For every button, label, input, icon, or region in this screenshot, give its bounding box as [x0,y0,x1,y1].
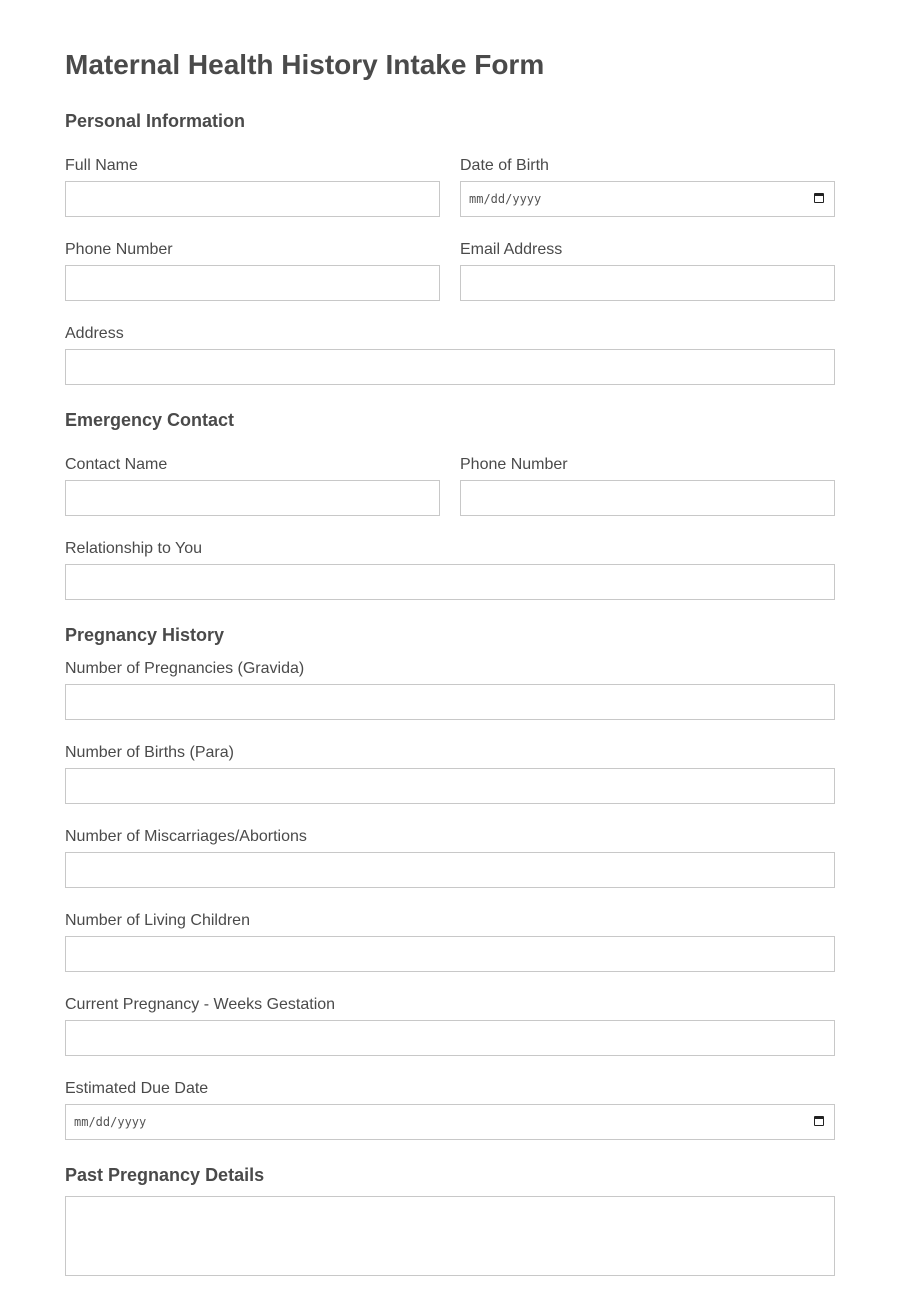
calendar-icon[interactable] [814,193,824,203]
para-label: Number of Births (Para) [65,744,234,761]
gravida-input[interactable] [65,684,835,720]
address-label: Address [65,325,124,342]
contact-name-input[interactable] [65,480,440,516]
miscarriages-label: Number of Miscarriages/Abortions [65,828,307,845]
page-title: Maternal Health History Intake Form [65,49,545,80]
section-emergency-heading: Emergency Contact [65,410,235,430]
living-children-label: Number of Living Children [65,912,250,929]
address-input[interactable] [65,349,835,385]
due-date-placeholder: mm/dd/yyyy [74,1115,147,1129]
gravida-label: Number of Pregnancies (Gravida) [65,660,305,677]
phone-input[interactable] [65,265,440,301]
relationship-input[interactable] [65,564,835,600]
para-input[interactable] [65,768,835,804]
weeks-gestation-label: Current Pregnancy - Weeks Gestation [65,996,336,1013]
dob-input[interactable] [460,181,835,217]
full-name-label: Full Name [65,157,138,174]
section-personal-heading: Personal Information [65,111,246,131]
section-pregnancy-heading: Pregnancy History [65,625,225,645]
contact-phone-label: Phone Number [460,456,568,473]
email-input[interactable] [460,265,835,301]
intake-form [65,45,835,1276]
living-children-input[interactable] [65,936,835,972]
phone-label: Phone Number [65,241,173,258]
due-date-input[interactable] [65,1104,835,1140]
contact-phone-input[interactable] [460,480,835,516]
email-label: Email Address [460,241,563,258]
dob-label: Date of Birth [460,157,549,174]
section-past-heading: Past Pregnancy Details [65,1165,265,1185]
weeks-gestation-input[interactable] [65,1020,835,1056]
dob-placeholder: mm/dd/yyyy [469,192,542,206]
due-date-label: Estimated Due Date [65,1080,209,1097]
past-pregnancy-textarea[interactable] [65,1196,835,1276]
full-name-input[interactable] [65,181,440,217]
miscarriages-input[interactable] [65,852,835,888]
contact-name-label: Contact Name [65,456,168,473]
calendar-icon[interactable] [814,1116,824,1126]
relationship-label: Relationship to You [65,540,202,557]
